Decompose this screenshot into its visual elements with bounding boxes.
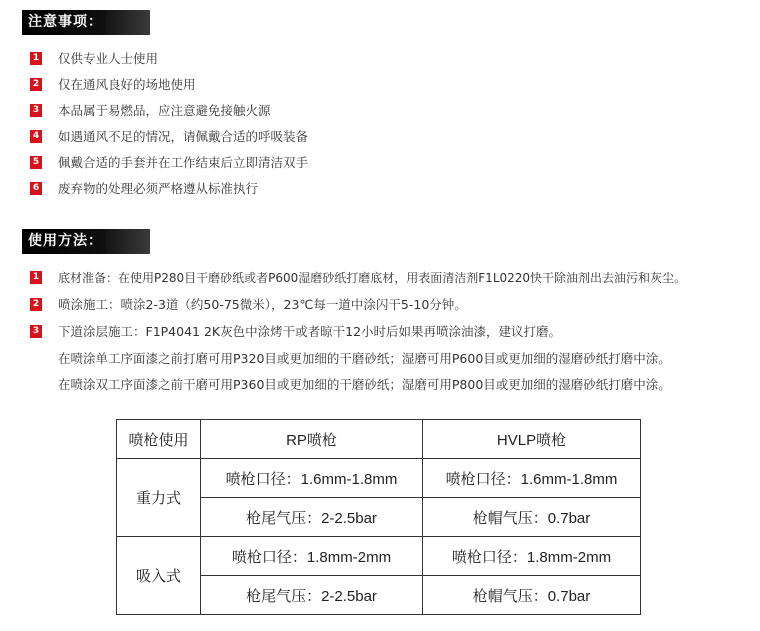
usage-header: [22, 229, 150, 254]
usage-note: 在喷涂单工序面漆之前打磨可用P320目或更加细的干磨砂纸；湿磨可用P600目或更加细的湿磨砂纸打磨中涂。: [58, 351, 671, 366]
table-cell: 枪尾气压：2-2.5bar: [201, 498, 423, 537]
table-header-cell: RP喷枪: [201, 420, 423, 459]
table-cell: 喷枪口径：1.8mm-2mm: [201, 537, 423, 576]
number-badge: 5: [30, 156, 42, 169]
list-item-text: 废弃物的处理必须严格遵从标准执行: [58, 181, 259, 196]
table-cell: 枪帽气压：0.7bar: [423, 576, 641, 615]
table-cell: 枪帽气压：0.7bar: [423, 498, 641, 537]
usage-note: 在喷涂双工序面漆之前干磨可用P360目或更加细的干磨砂纸；湿磨可用P800目或更加细的湿磨砂纸打磨中涂。: [58, 377, 671, 392]
list-item-text: 佩戴合适的手套并在工作结束后立即清洁双手: [58, 155, 309, 170]
list-item-text: 仅供专业人士使用: [58, 51, 159, 66]
header-decoration: [106, 229, 150, 254]
number-badge: 2: [30, 78, 42, 91]
list-item-text: 喷涂施工：喷涂2-3道（约50-75微米），23℃每一道中涂闪干5-10分钟。: [58, 297, 467, 312]
table-row: [117, 459, 641, 498]
header-decoration: [106, 10, 150, 35]
usage-title: 使用方法：: [28, 233, 103, 249]
number-badge: 6: [30, 182, 42, 195]
list-item-text: 本品属于易燃品，应注意避免接触火源: [58, 103, 271, 118]
table-header-cell: 喷枪使用: [117, 420, 201, 459]
number-badge: 4: [30, 130, 42, 143]
table-cell: 喷枪口径：1.6mm-1.8mm: [201, 459, 423, 498]
spray-gun-table: [116, 419, 641, 615]
table-header-cell: HVLP喷枪: [423, 420, 641, 459]
number-badge: 3: [30, 325, 42, 338]
table-cell: 喷枪口径：1.8mm-2mm: [423, 537, 641, 576]
number-badge: 2: [30, 298, 42, 311]
table-group-label: 重力式: [117, 459, 201, 537]
number-badge: 3: [30, 104, 42, 117]
table-cell: 喷枪口径：1.6mm-1.8mm: [423, 459, 641, 498]
table-row: [117, 537, 641, 576]
list-item-text: 底材准备：在使用P280目干磨砂纸或者P600湿磨砂纸打磨底材，用表面清洁剂F1L0220快干除油剂出去油污和灰尘。: [58, 271, 687, 285]
table-header-row: [117, 420, 641, 459]
number-badge: 1: [30, 52, 42, 65]
list-item-text: 下道涂层施工：F1P4041 2K灰色中涂烤干或者晾干12小时后如果再喷涂油漆，建议打磨。: [58, 324, 562, 339]
table-cell: 枪尾气压：2-2.5bar: [201, 576, 423, 615]
number-badge: 1: [30, 271, 42, 284]
notice-title: 注意事项：: [28, 14, 103, 30]
list-item-text: 如遇通风不足的情况，请佩戴合适的呼吸装备: [58, 129, 309, 144]
list-item-text: 仅在通风良好的场地使用: [58, 77, 196, 92]
table-group-label: 吸入式: [117, 537, 201, 615]
notice-header: [22, 10, 150, 35]
